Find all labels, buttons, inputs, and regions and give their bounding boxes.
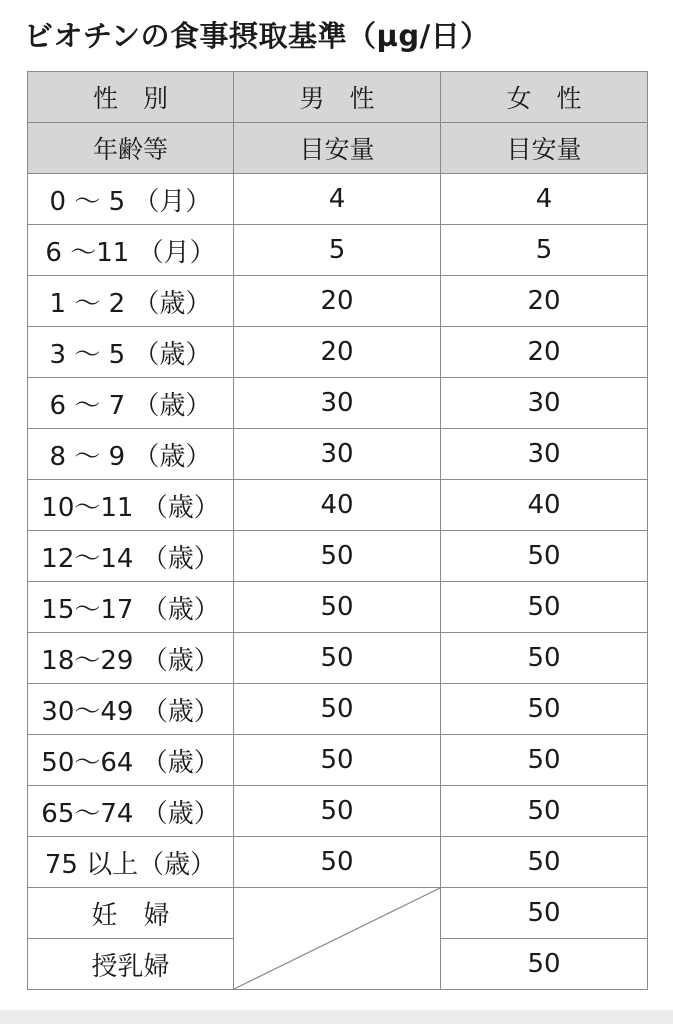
bottom-strip (0, 1010, 673, 1024)
age-cell: 6 ～11 （月） (28, 225, 234, 276)
male-value-cell: 30 (234, 429, 441, 480)
male-value-cell: 50 (234, 531, 441, 582)
page-title: ビオチンの食事摂取基準（µg/日） (24, 19, 490, 53)
not-applicable-diagonal-cell (234, 888, 441, 990)
male-value-cell: 50 (234, 633, 441, 684)
female-value-cell: 50 (441, 888, 648, 939)
diagonal-slash (234, 888, 440, 989)
male-value-cell: 50 (234, 582, 441, 633)
age-cell: 1 ～ 2 （歳） (28, 276, 234, 327)
table-row-pregnant (28, 888, 648, 939)
header-age-label: 年齢等 (28, 123, 234, 174)
age-cell: 18～29 （歳） (28, 633, 234, 684)
header-female-measure: 目安量 (441, 123, 648, 174)
table-row (28, 327, 648, 378)
male-value-cell: 30 (234, 378, 441, 429)
table-row (28, 837, 648, 888)
female-value-cell: 30 (441, 378, 648, 429)
age-cell: 0 ～ 5 （月） (28, 174, 234, 225)
table-row (28, 276, 648, 327)
header-male-label: 男 性 (234, 72, 441, 123)
table-row (28, 684, 648, 735)
table-row (28, 633, 648, 684)
female-value-cell: 30 (441, 429, 648, 480)
table-row (28, 735, 648, 786)
male-value-cell: 50 (234, 684, 441, 735)
female-value-cell: 4 (441, 174, 648, 225)
table-row (28, 582, 648, 633)
header-male-measure: 目安量 (234, 123, 441, 174)
table-row (28, 174, 648, 225)
age-cell: 10～11 （歳） (28, 480, 234, 531)
female-value-cell: 50 (441, 939, 648, 990)
biotin-intake-table (27, 71, 648, 990)
female-value-cell: 40 (441, 480, 648, 531)
male-value-cell: 50 (234, 837, 441, 888)
age-cell: 30～49 （歳） (28, 684, 234, 735)
male-value-cell: 20 (234, 327, 441, 378)
pregnant-label-cell: 妊 婦 (28, 888, 234, 939)
header-row-sex (28, 72, 648, 123)
age-cell: 75 以上（歳） (28, 837, 234, 888)
female-value-cell: 50 (441, 684, 648, 735)
table-row (28, 786, 648, 837)
age-cell: 3 ～ 5 （歳） (28, 327, 234, 378)
female-value-cell: 50 (441, 837, 648, 888)
age-cell: 50～64 （歳） (28, 735, 234, 786)
age-cell: 8 ～ 9 （歳） (28, 429, 234, 480)
lactating-label-cell: 授乳婦 (28, 939, 234, 990)
female-value-cell: 50 (441, 786, 648, 837)
header-female-label: 女 性 (441, 72, 648, 123)
male-value-cell: 20 (234, 276, 441, 327)
female-value-cell: 20 (441, 327, 648, 378)
table-row (28, 480, 648, 531)
table-row (28, 225, 648, 276)
female-value-cell: 20 (441, 276, 648, 327)
male-value-cell: 50 (234, 735, 441, 786)
table-row (28, 429, 648, 480)
header-sex-label: 性 別 (28, 72, 234, 123)
male-value-cell: 4 (234, 174, 441, 225)
header-row-age (28, 123, 648, 174)
male-value-cell: 5 (234, 225, 441, 276)
age-cell: 12～14 （歳） (28, 531, 234, 582)
age-cell: 15～17 （歳） (28, 582, 234, 633)
table-row (28, 378, 648, 429)
male-value-cell: 40 (234, 480, 441, 531)
female-value-cell: 5 (441, 225, 648, 276)
age-cell: 65～74 （歳） (28, 786, 234, 837)
female-value-cell: 50 (441, 531, 648, 582)
female-value-cell: 50 (441, 633, 648, 684)
age-cell: 6 ～ 7 （歳） (28, 378, 234, 429)
table-row (28, 531, 648, 582)
female-value-cell: 50 (441, 582, 648, 633)
male-value-cell: 50 (234, 786, 441, 837)
female-value-cell: 50 (441, 735, 648, 786)
